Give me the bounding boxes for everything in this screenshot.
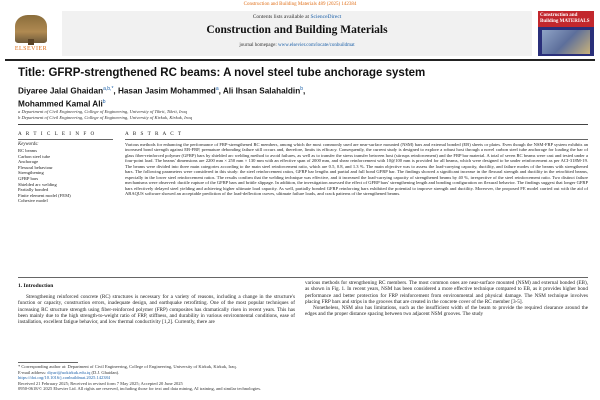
journal-citation-line: Construction and Building Materials 489 (2025) 142384 [243, 2, 357, 7]
author-name[interactable]: Mohammed Kamal Ali [18, 99, 103, 109]
keyword-item: Strengthening [18, 170, 44, 176]
email-prefix: E-mail address: [18, 369, 48, 375]
journal-homepage-line [62, 43, 532, 48]
title-divider [18, 124, 588, 125]
contents-availability-line [62, 14, 532, 20]
doi-link[interactable]: https://doi.org/10.1016/j.conbuildmat.2025.142384 [18, 375, 111, 381]
email-suffix: (D.J. Ghaidan). [90, 369, 120, 375]
author-name[interactable]: Hasan Jasim Mohammed [117, 86, 216, 96]
abstract-text: Various methods for enhancing the performance of FRP-strengthened RC members, among which the most commonly used are near-surface mounted (NSM) bars and external bonded (EB) sheets or plates. Even though the NSM-FRP system exhibits an increased bond strength against EB-FRP, premature debonding failure still occurs and, therefore, limits its efficacy. Consequently, the current study is designed to explore a robust host through a novel carbon steel tube anchorage for loading the bar of glass fiber-reinforced polymer (GFRP) bars by shielded arc welding method to avoid failures, as well as to transfer the stress transfer between host (stirrups reinforcement) and the FRP bar material. A total of seven RC beams were cast and tested under a four-point load. The beams' dimensions are 2200 mm × 250 mm × 130 mm with an effective span of 2000 mm, and shear reinforcement with 10@100 mm is provided for all beams, which were designed to be under reinforcement as per ACI-318M-19. The beams were divided into three main categories according to the main steel reinforcement ratio, which are 0.5, 0.8, and 1.3 %. The main objective was to assess the load-carrying capacity, ductility, and failure modes of the beams with strengthened bars. The following parameters were considered in this study: the steel reinforcement ratios, GFRP bar lengths and partial and full bond GFRP bar. The findings showed a significant increase in the flexural strength and ductility in the retrofitted beams, especially in the lower steel reinforcement ratios. The results confirm that the welding technique was effective, and it increased the load-carrying capacity of strengthened beams by 40 %, irrespective of the steel reinforcement ratio. Two distinct failure mechanisms were observed: ductile rupture of the GFRP bars and brittle slippage. In addition, the investigation assessed the effect of GFRP bars' strengthening length and bonding configuration on flexural behavior. The findings suggest that longer GFRP bars effectively delayed steel yielding and achieving higher ultimate load capacity. As well, partially bonded GFRP reinforcing bars exhibited the potential to improve strength and ductility. Moreover, the proposed FE model carried out with the aid of ABAQUS software showed an acceptable prediction of the load-deflection curves, ultimate failure loads, and crack patterns of the strengthened beams. [125, 142, 588, 197]
author-affiliation-mark[interactable]: a [215, 86, 219, 92]
keyword-item: Anchorage [18, 159, 39, 165]
affiliations [18, 109, 588, 121]
keyword-item: Cohesive model [18, 198, 48, 204]
author-line-1: Diyaree Jalal Ghaidan$^{a,b,*}$, Hasan Jasim Mohammed$^a$, Ali Ihsan Salahaldin$^b$, [18, 86, 306, 96]
author-line-2 [18, 97, 588, 110]
abstract-bottom-divider [18, 277, 588, 278]
article-info-heading: A R T I C L E I N F O [18, 131, 96, 137]
homepage-prefix: journal homepage: [239, 43, 278, 48]
cover-image [542, 30, 590, 54]
cover-title: Construction and Building MATERIALS [540, 13, 590, 24]
article-info-divider [18, 139, 113, 140]
journal-title: Construction and Building Materials [206, 24, 388, 36]
email-link[interactable]: diyari@uokirkuk.edu.iq [47, 369, 91, 375]
keyword-item: Shielded arc welding [18, 181, 57, 187]
intro-paragraph: Nonetheless, NSM also has limitations, such as the insufficient width of the beam to provide the required clearance around the edges and the proper distance spacing between two adjacent NSM grooves. The study [305, 305, 588, 318]
author-affiliation-mark[interactable]: b [300, 86, 303, 92]
homepage-link[interactable]: www.elsevier.com/locate/conbuildmat [278, 43, 355, 48]
author-affiliation-mark[interactable]: b [102, 98, 106, 105]
intro-column-right [305, 280, 588, 370]
intro-paragraph-left: Strengthening reinforced concrete (RC) structures is necessary for a variety of reasons, including a change in the structure's function or capacity, construction errors, inadequate design, and earthquake retrofitting. One of the most popular techniques of increasing RC structure strength using fiber-reinforced polymer (FRP) composites has dramatically risen in recent years. This has been mainly due to the high strength-to-weight ratio of FRP, stiffness, and durability in various environmental conditions, ease of installation, excellent fatigue behavior, and low thermal conductivity [1,2]. Currently, there are [18, 294, 295, 326]
contents-prefix: Contents lists available at [252, 14, 311, 20]
author-affiliation-mark[interactable]: a,b,* [103, 86, 114, 92]
affiliation-a: a Department of Civil Engineering, College of Engineering, University of Tikrit, Tikrit, Iraq [18, 109, 187, 114]
header-divider [5, 59, 595, 61]
footnotes [18, 364, 418, 392]
section-heading-introduction: 1. Introduction [18, 283, 54, 289]
article-title: Title: GFRP-strengthened RC beams: A novel steel tube anchorage system [18, 67, 426, 79]
corresponding-author-note: * Corresponding author at: Department of Civil Engineering, College of Engineering, University of Kirkuk, Kirkuk, Iraq. [18, 364, 237, 369]
keywords-heading: Keywords: [18, 142, 39, 147]
journal-cover-thumbnail[interactable] [538, 11, 594, 56]
keyword-item: Finite element model (FEM) [18, 192, 71, 198]
author-list [18, 84, 588, 109]
publisher-label: ELSEVIER [14, 46, 48, 52]
copyright-notice: 0950-0618/© 2025 Elsevier Ltd. All rights are reserved, including those for text and data mining, AI training, and similar technologies. [18, 386, 262, 392]
affiliation-b: b Department of Civil Engineering, College of Engineering, University of Kirkuk, Kirkuk, Iraq [18, 115, 193, 120]
author-name[interactable]: Ali Ihsan Salahaldin [222, 86, 301, 96]
elsevier-logo[interactable] [5, 13, 57, 55]
footnote-divider [18, 362, 78, 363]
keyword-item: RC beams [18, 148, 38, 153]
keyword-item: GFRP bars [18, 175, 39, 181]
tree-trunk [28, 39, 34, 45]
abstract-heading: A B S T R A C T [125, 131, 183, 137]
received-dates: Received 21 February 2025; Received in revised form 7 May 2025; Accepted 20 June 2025 [18, 380, 183, 386]
keyword-item: Partially bonded [18, 187, 49, 193]
intro-paragraph: various methods for strengthening RC members. The most common ones are near-surface mounted (NSM) and external bonded (EB), as shown in Fig. 1. In recent years, NSM has been considered a more effective technique compared to EB, as it provides higher bond performance and better protection for FRP reinforcement from environmental and physical damage. The NSM technique involves placing FRP bars and strips in the grooves that are created in the concrete cover of the RC member [3-5]. [305, 280, 588, 305]
keyword-item: Carbon steel tube [18, 153, 51, 159]
keyword-item: Flexural behaviour [18, 164, 53, 170]
keyword-list [18, 148, 113, 204]
sciencedirect-link[interactable]: ScienceDirect [310, 14, 342, 20]
author-name[interactable]: Diyaree Jalal Ghaidan [18, 86, 104, 96]
abstract-divider [125, 139, 588, 140]
